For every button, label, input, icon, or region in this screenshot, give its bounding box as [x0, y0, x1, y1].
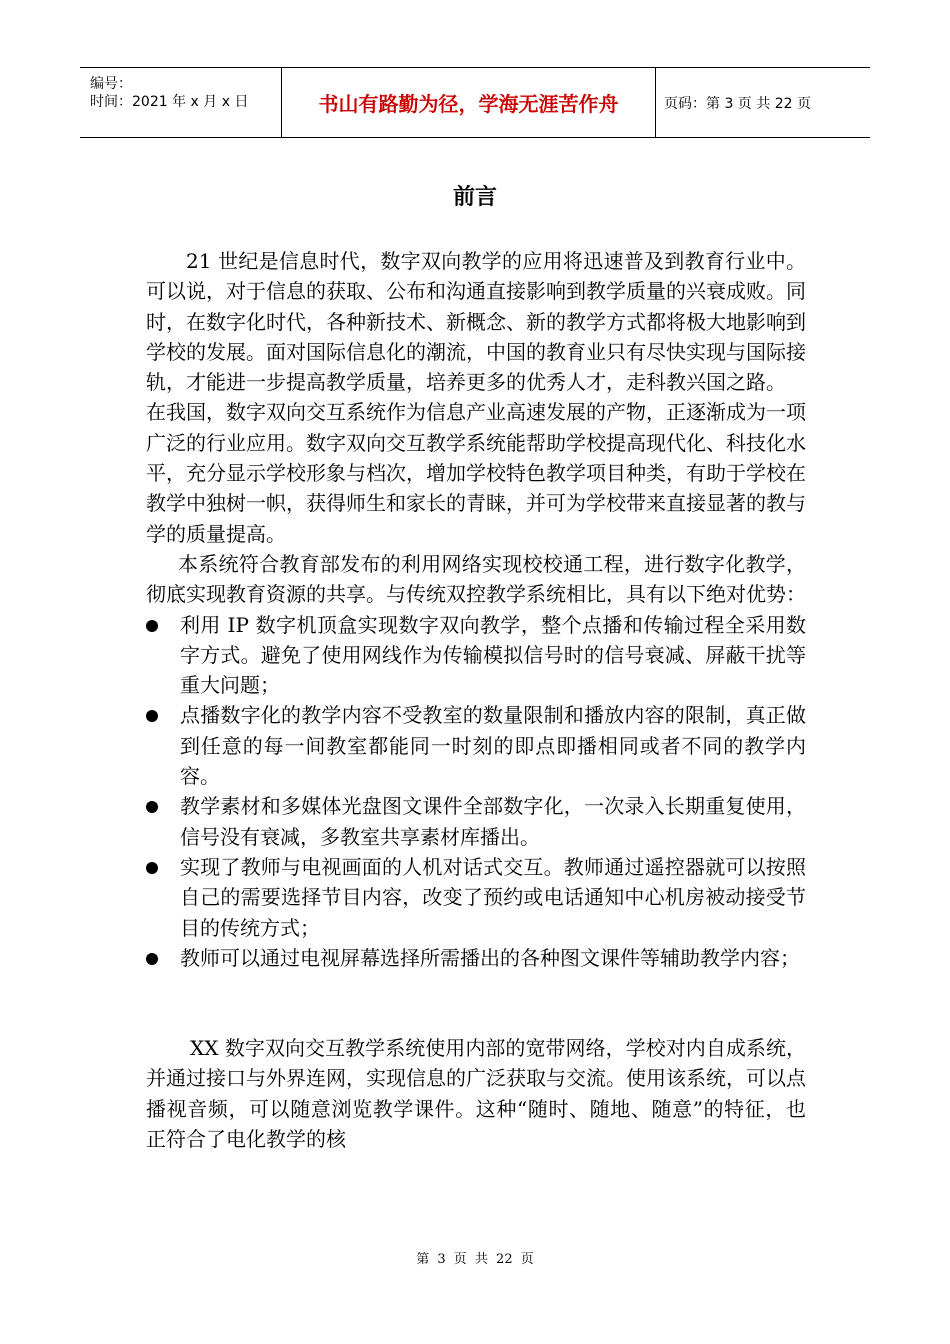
- document-body: [146, 246, 806, 1154]
- header-meta: [80, 68, 282, 137]
- paragraph-system: XX 数字双向交互教学系统使用内部的宽带网络，学校对内自成系统，并通过接口与外界连网，实现信息的广泛获取与交流。使用该系统，可以点播视音频，可以随意浏览教学课件。这种“随时、随地、随意”的特征，也正符合了电化教学的核: [146, 1036, 806, 1152]
- page-footer: 第 3 页 共 22 页: [416, 1252, 534, 1267]
- list-item: [146, 943, 806, 973]
- document-number: 编号：: [90, 76, 132, 92]
- bullet-icon: [146, 862, 158, 874]
- bullet-icon: [146, 710, 158, 722]
- bullet-icon: [146, 953, 158, 965]
- section-spacer: [146, 973, 806, 1033]
- page-header: [80, 67, 870, 138]
- paragraph-advantages: 本系统符合教育部发布的利用网络实现校校通工程，进行数字化教学，彻底实现教育资源的共享。与传统双控教学系统相比，具有以下绝对优势：: [146, 551, 806, 607]
- advantage-list: [146, 610, 806, 974]
- list-item-text: 实现了教师与电视画面的人机对话式交互。教师通过遥控器就可以按照自己的需要选择节目内容，改变了预约或电话通知中心机房被动接受节目的传统方式；: [180, 854, 806, 940]
- list-item: [146, 610, 806, 701]
- page-title: 前言: [452, 185, 497, 210]
- paragraph-intro: 21 世纪是信息时代，数字双向教学的应用将迅速普及到教育行业中。可以说，对于信息的获取、公布和沟通直接影响到教学质量的兴衰成败。同时，在数字化时代，各种新技术、新概念、新的教学方式都将极大地影响到学校的发展。面对国际信息化的潮流，中国的教育业只有尽快实现与国际接轨，才能进一步提高教学质量，培养更多的优秀人才，走科教兴国之路。: [146, 249, 806, 395]
- header-page-info: 页码：第 3 页 共 22 页: [664, 95, 811, 112]
- document-time: 时间：2021 年 x 月 x 日: [90, 94, 249, 110]
- bullet-icon: [146, 620, 158, 632]
- list-item: [146, 852, 806, 943]
- header-motto: 书山有路勤为径，学海无涯苦作舟: [282, 68, 656, 137]
- list-item-text: 教学素材和多媒体光盘图文课件全部数字化，一次录入长期重复使用，信号没有衰减，多教室共享素材库播出。: [180, 794, 806, 849]
- list-item-text: 教师可以通过电视屏幕选择所需播出的各种图文课件等辅助教学内容；: [180, 945, 800, 970]
- paragraph-domestic: 在我国，数字双向交互系统作为信息产业高速发展的产物，正逐渐成为一项广泛的行业应用。数字双向交互教学系统能帮助学校提高现代化、科技化水平，充分显示学校形象与档次，增加学校特色教学项目种类，有助于学校在教学中独树一帜，获得师生和家长的青睐，并可为学校带来直接显著的教与学的质量提高。: [146, 400, 806, 546]
- list-item-text: 利用 IP 数字机顶盒实现数字双向教学，整个点播和传输过程全采用数字方式。避免了使用网线作为传输模拟信号时的信号衰减、屏蔽干扰等重大问题；: [180, 612, 806, 698]
- list-item: [146, 700, 806, 791]
- bullet-icon: [146, 801, 158, 813]
- list-item: [146, 791, 806, 852]
- list-item-text: 点播数字化的教学内容不受教室的数量限制和播放内容的限制，真正做到任意的每一间教室都能同一时刻的即点即播相同或者不同的教学内容。: [180, 703, 806, 789]
